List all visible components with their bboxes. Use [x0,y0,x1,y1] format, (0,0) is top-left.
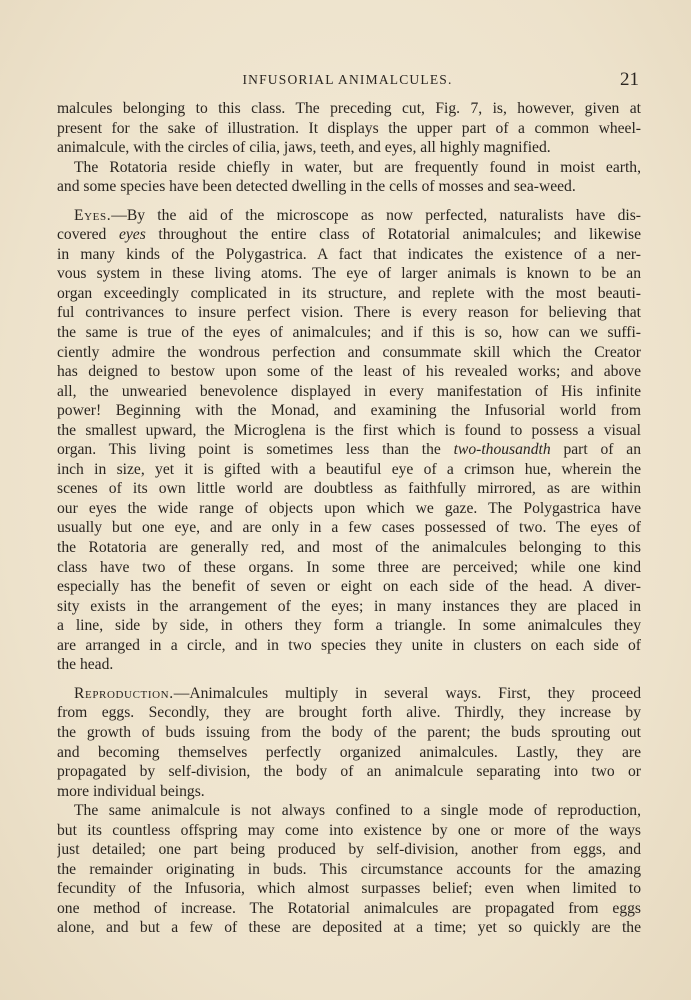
text-line: sity exists in the arrangement of the eyes; in many instances they are placed in [57,597,641,615]
text-line: the smallest upward, the Microglena is the first which is found to possess a visual [57,421,641,439]
text-line: scenes of its own little world are doubtless as faithfully mirrored, as are within [57,480,641,498]
text-line: Eyes.—By the aid of the microscope as now perfected, naturalists have dis- [74,206,641,224]
text-line: The Rotatoria reside chiefly in water, but are frequently found in moist earth, [74,158,641,176]
text-line: animalcule, with the circles of cilia, jaws, teeth, and eyes, all highly magnified. [57,139,551,157]
page-number: 21 [620,69,639,90]
text-line: usually but one eye, and are only in a few cases possessed of two. The eyes of [57,519,641,537]
running-head: INFUSORIAL ANIMALCULES. [242,72,453,87]
text-line: in many kinds of the Polygastrica. A fact that indicates the existence of a ner- [57,245,641,263]
text-line: especially has the benefit of seven or eight on each side of the head. A diver- [57,578,641,596]
text-line: the head. [57,656,114,674]
text-line: more individual beings. [57,782,205,800]
text-line: vous system in these living atoms. The eye of larger animals is known to be an [57,265,641,283]
text-line: the remainder originating in buds. This circumstance accounts for the amazing [57,860,641,878]
italic-word: two-thousandth [453,441,551,459]
paragraph [57,158,641,197]
text-line: inch in size, yet it is gifted with a beautiful eye of a crimson hue, wherein the [57,460,641,478]
text-line: class have two of these organs. In some three are perceived; while one kind [57,558,641,576]
text-line: propagated by self-division, the body of an animalcule separating into two or [57,763,641,781]
text-line: but its countless offspring may come into existence by one or more of the ways [57,821,641,839]
paragraph [57,801,641,938]
section-heading-eyes: Eyes. [74,206,112,224]
section-heading-reproduction: Reproduction. [74,684,174,702]
text-line: the growth of buds issuing from the body of the parent; the buds sprouting out [57,723,641,741]
body-text [57,99,641,938]
text-line: organ. This living point is sometimes less than the two-thousandth part of an [57,441,641,459]
text-line: organ exceedingly complicated in its structure, and replete with the most beauti- [57,284,641,302]
text-line: one method of increase. The Rotatorial animalcules are propagated from eggs [57,899,641,917]
text-line: covered eyes throughout the entire class of Rotatorial animalcules; and likewise [57,226,641,244]
text-line: power! Beginning with the Monad, and examining the Infusorial world from [57,402,641,420]
text-line: fecundity of the Infusoria, which almost surpasses belief; even when limited to [57,880,641,898]
text-line: and becoming themselves perfectly organized animalcules. Lastly, they are [57,743,641,761]
text-line: our eyes the wide range of objects upon which we gaze. The Polygastrica have [57,499,641,517]
text-line: ful contrivances to insure perfect vision. There is every reason for believing that [57,304,641,322]
text-line: ciently admire the wondrous perfection and consummate skill which the Creator [57,343,641,361]
text-line: The same animalcule is not always confined to a single mode of reproduction, [74,802,641,820]
text-line: a line, side by side, in others they form a triangle. In some animalcules they [57,617,641,635]
text-line: the Rotatoria are generally red, and most of the animalcules belonging to this [57,539,641,557]
text-line: the same is true of the eyes of animalcules; and if this is so, how can we suffi- [57,324,641,342]
italic-word: eyes [118,226,146,244]
section-reproduction [57,684,641,801]
text-line: malcules belonging to this class. The preceding cut, Fig. 7, is, however, given at [57,100,641,117]
text-line: alone, and but a few of these are deposited at a time; yet so quickly are the [57,919,641,937]
page-header [56,69,639,94]
text-line: just detailed; one part being produced by self-division, another from eggs, and [57,841,641,859]
text-line: present for the sake of illustration. It displays the upper part of a common wheel- [57,119,641,137]
text-line: all, the unwearied benevolence displayed in every manifestation of His infinite [57,382,641,400]
text-line: are arranged in a circle, and in two species they unite in clusters on each side of [57,636,641,654]
paragraph [57,99,641,158]
text-line: from eggs. Secondly, they are brought forth alive. Thirdly, they increase by [57,704,641,722]
text-line: Reproduction.—Animalcules multiply in several ways. First, they proceed [74,684,641,702]
text-line: and some species have been detected dwelling in the cells of mosses and sea-weed. [57,178,576,196]
section-eyes [57,206,641,675]
text-line: has deigned to bestow upon some of the least of his revealed works; and above [57,363,641,381]
